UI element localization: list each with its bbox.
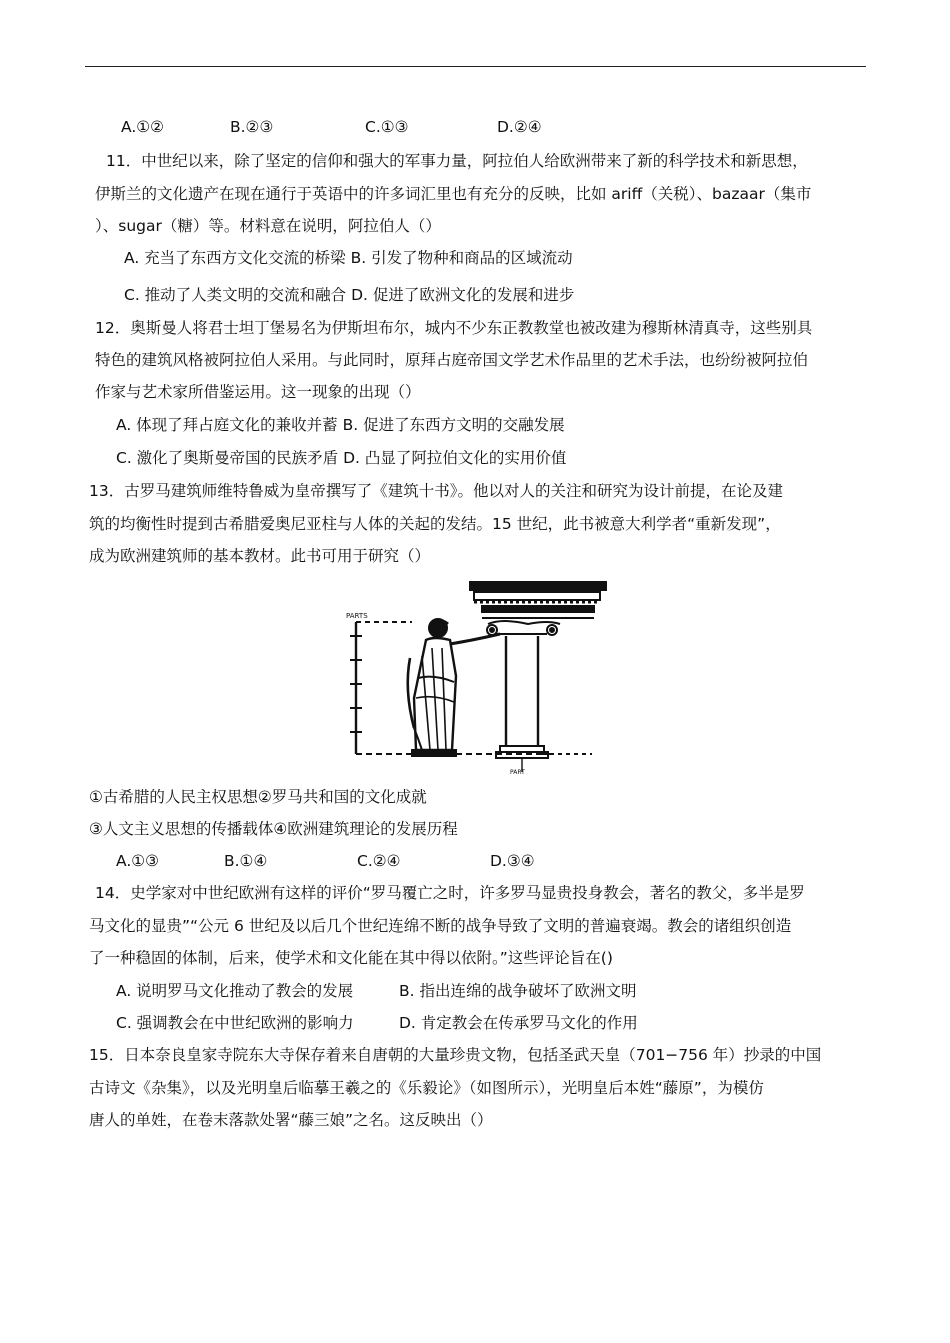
q10-option-d[interactable]: D.②④ [497,118,542,136]
q14-stem-line-3: 了一种稳固的体制，后来，使学术和文化能在其中得以依附。”这些评论旨在() [89,949,613,967]
q10-option-b[interactable]: B.②③ [230,118,274,136]
q14-stem-line-1: 14．史学家对中世纪欧洲有这样的评价“罗马覆亡之时，许多罗马显贵投身教会，著名的教父，多半是罗 [95,884,805,902]
q15-stem-line-2: 古诗文《杂集》，以及光明皇后临摹王羲之的《乐毅论》（如图所示），光明皇后本姓“藤原”，为模仿 [89,1079,764,1097]
q13-stem-line-3: 成为欧洲建筑师的基本教材。此书可用于研究（） [89,547,431,565]
header-rule [85,66,866,67]
q11-stem-line-3: ）、sugar（糖）等。材料意在说明，阿拉伯人（） [95,217,441,235]
q14-option-d[interactable]: D. 肯定教会在传承罗马文化的作用 [399,1014,638,1032]
q13-stem-line-1: 13．古罗马建筑师维特鲁威为皇帝撰写了《建筑十书》。他以对人的关注和研究为设计前提，在论及建 [89,482,783,500]
scale-bottom-label: PART [510,769,525,776]
ionic-column-figure [342,578,608,776]
q14-option-c[interactable]: C. 强调教会在中世纪欧洲的影响力 [116,1014,354,1032]
scale-top-label: PARTS [346,612,368,620]
q13-option-a[interactable]: A.①③ [116,852,160,870]
q11-stem-line-2: 伊斯兰的文化遗产在现在通行于英语中的许多词汇里也有充分的反映，比如 ariff（关税）、bazaar（集市 [95,185,812,203]
q10-option-a[interactable]: A.①② [121,118,165,136]
q13-statements-line-1: ①古希腊的人民主权思想②罗马共和国的文化成就 [89,788,427,806]
q13-statements-line-2: ③人文主义思想的传播载体④欧洲建筑理论的发展历程 [89,820,458,838]
q14-option-a[interactable]: A. 说明罗马文化推动了教会的发展 [116,982,354,1000]
q15-stem-line-1: 15．日本奈良皇家寺院东大寺保存着来自唐朝的大量珍贵文物，包括圣武天皇（701−756 年）抄录的中国 [89,1046,822,1064]
q14-option-b[interactable]: B. 指出连绵的战争破坏了欧洲文明 [399,982,637,1000]
q13-option-d[interactable]: D.③④ [490,852,535,870]
q13-option-c[interactable]: C.②④ [357,852,401,870]
q15-stem-line-3: 唐人的单姓，在卷末落款处署“藤三娘”之名。这反映出（） [89,1111,493,1129]
q13-option-b[interactable]: B.①④ [224,852,268,870]
q11-options-ab[interactable]: A. 充当了东西方文化交流的桥梁 B. 引发了物种和商品的区域流动 [124,249,573,267]
q12-stem-line-2: 特色的建筑风格被阿拉伯人采用。与此同时，原拜占庭帝国文学艺术作品里的艺术手法，也纷纷被阿拉伯 [95,351,809,369]
q10-option-c[interactable]: C.①③ [365,118,409,136]
q12-options-ab[interactable]: A. 体现了拜占庭文化的兼收并蓄 B. 促进了东西方文明的交融发展 [116,416,565,434]
q13-stem-line-2: 筑的均衡性时提到古希腊爱奥尼亚柱与人体的关起的发结。15 世纪，此书被意大利学者“重新发现”， [89,515,781,533]
q12-options-cd[interactable]: C. 激化了奥斯曼帝国的民族矛盾 D. 凸显了阿拉伯文化的实用价值 [116,449,567,467]
q11-stem-line-1: 11．中世纪以来，除了坚定的信仰和强大的军事力量，阿拉伯人给欧洲带来了新的科学技术和新思想， [106,152,808,170]
q12-stem-line-1: 12．奥斯曼人将君士坦丁堡易名为伊斯坦布尔，城内不少东正教教堂也被改建为穆斯林清真寺，这些别具 [95,319,813,337]
q14-stem-line-2: 马文化的显贵”“公元 6 世纪及以后几个世纪连绵不断的战争导致了文明的普遍衰竭。教会的诸组织创造 [89,917,792,935]
q12-stem-line-3: 作家与艺术家所借鉴运用。这一现象的出现（） [95,383,421,401]
q11-options-cd[interactable]: C. 推动了人类文明的交流和融合 D. 促进了欧洲文化的发展和进步 [124,286,575,304]
